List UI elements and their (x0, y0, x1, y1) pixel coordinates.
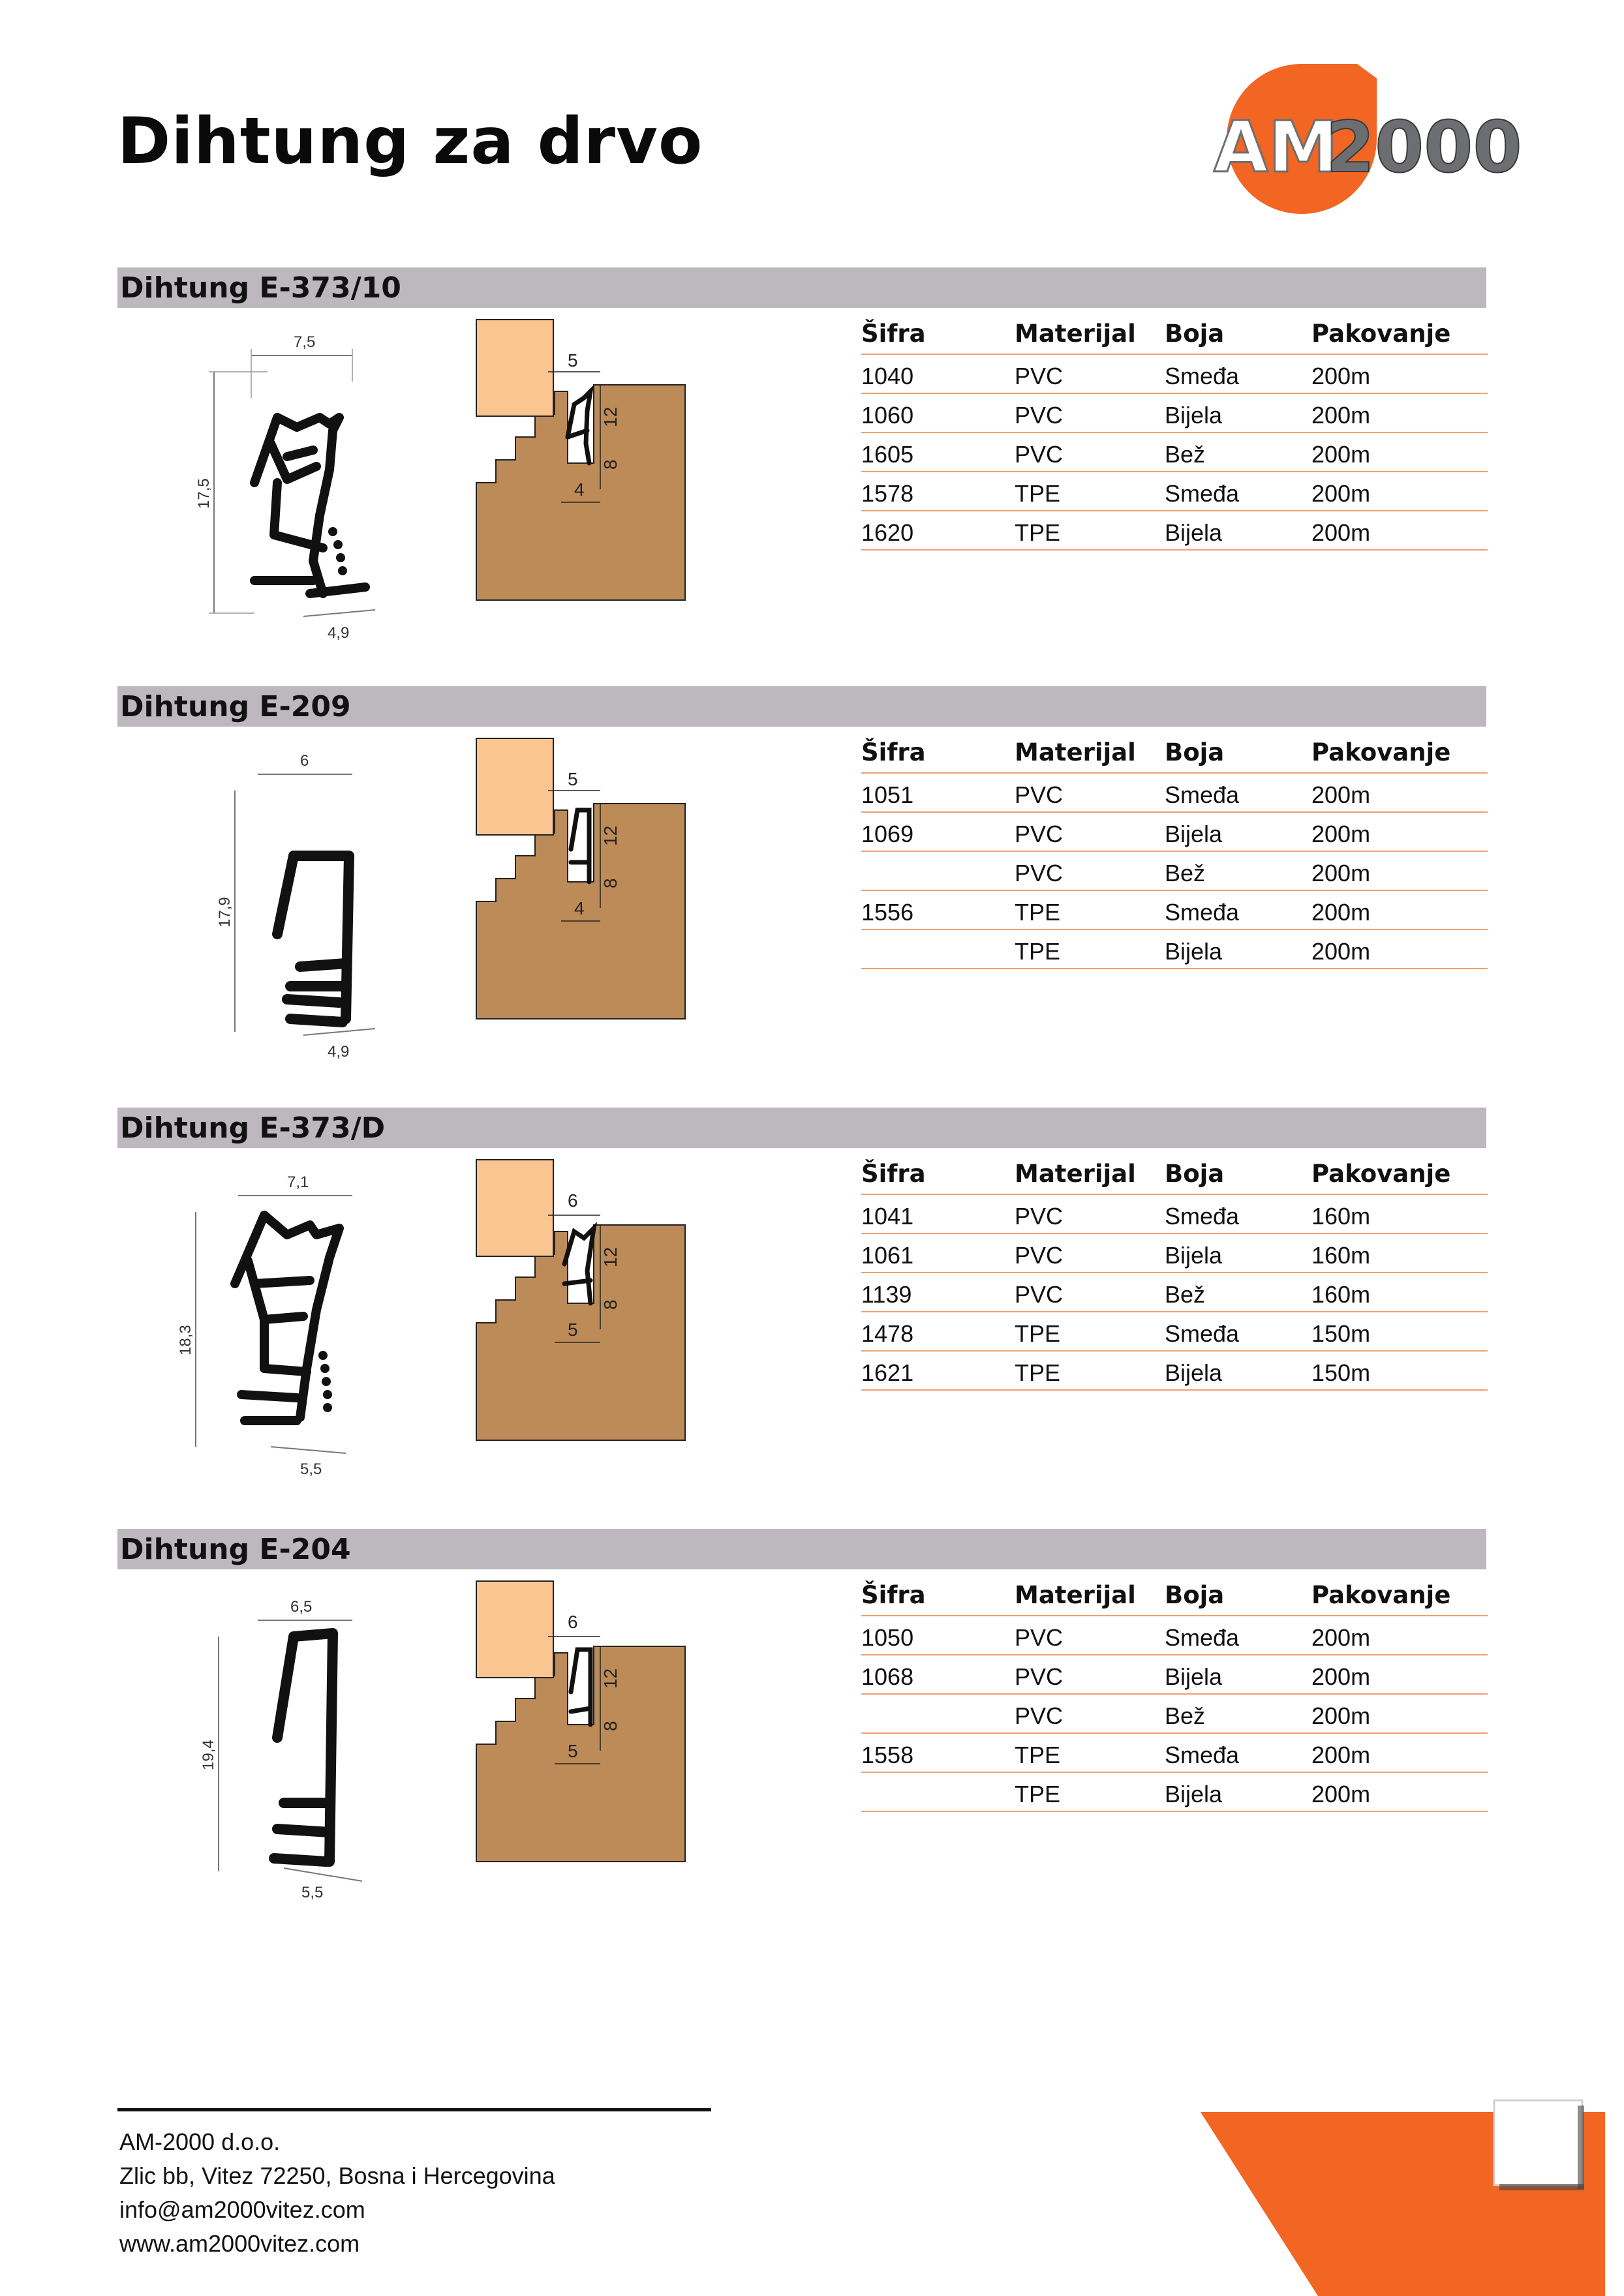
section-header-bar (117, 1529, 1486, 1569)
header-color: Boja (1165, 738, 1225, 766)
seal-profile-shape (254, 417, 365, 594)
install-depth-label: 5 (568, 1320, 578, 1340)
table-row: PVC Bež 200m (861, 1695, 1488, 1734)
am2000-logo (1174, 64, 1527, 214)
install-gap-label: 5 (568, 769, 578, 789)
dim-base-label: 4,9 (328, 1043, 350, 1061)
installation-diagram (470, 732, 711, 1019)
table-row: 1620 TPE Bijela 200m (861, 511, 1488, 551)
header-color: Boja (1165, 1581, 1225, 1609)
spec-table-header (861, 732, 1488, 774)
seal-in-frame (571, 810, 589, 882)
table-row: 1478 TPE Smeđa 150m (861, 1312, 1488, 1352)
corner-decoration (1201, 2100, 1624, 2296)
spec-table-header (861, 1153, 1488, 1195)
installation-diagram (470, 313, 711, 600)
table-row: PVC Bež 200m (861, 852, 1488, 891)
dim-base-label: 5,5 (301, 1884, 324, 1901)
install-depth-label: 4 (574, 898, 585, 918)
seal-profile-shape (274, 1633, 333, 1862)
seal-fins (328, 527, 347, 575)
table-row: 1051 PVC Smeđa 200m (861, 774, 1488, 813)
dim-height-label: 17,5 (195, 478, 213, 509)
table-row: 1041 PVC Smeđa 160m (861, 1195, 1488, 1234)
header-material: Materijal (1015, 1581, 1136, 1609)
dim-height-label: 17,9 (216, 897, 234, 928)
logo-2000-text: 2000 (1326, 107, 1522, 189)
footer-email[interactable]: info@am2000vitez.com (119, 2196, 365, 2223)
install-12-label: 12 (600, 825, 620, 846)
dim-width-label: 6 (300, 752, 309, 770)
header-packaging: Pakovanje (1311, 1581, 1451, 1609)
install-depth-label: 4 (574, 479, 585, 500)
seal-in-frame (571, 1650, 590, 1725)
section-title: Dihtung E-204 (120, 1533, 351, 1566)
install-12-label: 12 (600, 406, 620, 427)
product-section-e209 (117, 686, 1486, 1078)
header-packaging: Pakovanje (1311, 1160, 1451, 1188)
header-code: Šifra (861, 738, 926, 766)
section-header-bar (117, 686, 1486, 727)
header-color: Boja (1165, 1160, 1225, 1188)
spec-table (861, 1575, 1488, 1812)
table-row: 1558 TPE Smeđa 200m (861, 1734, 1488, 1773)
spec-table (861, 1153, 1488, 1391)
table-row: 1050 PVC Smeđa 200m (861, 1616, 1488, 1655)
page-title: Dihtung za drvo (117, 104, 703, 179)
footer-address: Zlic bb, Vitez 72250, Bosna i Hercegovina (119, 2162, 555, 2189)
product-section-e373-10 (117, 267, 1486, 659)
table-row: 1069 PVC Bijela 200m (861, 813, 1488, 852)
installation-diagram (470, 1575, 711, 1862)
footer-divider (117, 2108, 711, 2111)
logo-am-text: AM (1214, 107, 1339, 189)
install-12-label: 12 (600, 1668, 620, 1689)
header-color: Boja (1165, 320, 1225, 348)
white-square-icon (1494, 2100, 1582, 2185)
seal-profile-shape (277, 856, 349, 1022)
header-code: Šifra (861, 320, 926, 348)
header-material: Materijal (1015, 738, 1136, 766)
table-row: TPE Bijela 200m (861, 930, 1488, 969)
install-gap-label: 6 (568, 1190, 578, 1211)
section-title: Dihtung E-373/10 (120, 271, 401, 305)
profile-drawing (157, 738, 470, 1061)
spec-table-header (861, 1575, 1488, 1616)
seal-profile-shape (235, 1215, 339, 1421)
table-row: 1605 PVC Bež 200m (861, 433, 1488, 472)
table-row: 1040 PVC Smeđa 200m (861, 355, 1488, 394)
dim-base-label: 5,5 (300, 1460, 322, 1478)
table-row: 1578 TPE Smeđa 200m (861, 472, 1488, 511)
spec-table (861, 732, 1488, 969)
installation-diagram (470, 1153, 711, 1440)
table-row: 1060 PVC Bijela 200m (861, 394, 1488, 433)
header-material: Materijal (1015, 320, 1136, 348)
seal-in-frame (564, 1228, 594, 1303)
table-row: 1061 PVC Bijela 160m (861, 1234, 1488, 1273)
table-row: 1068 PVC Bijela 200m (861, 1655, 1488, 1695)
install-8-label: 8 (600, 459, 620, 470)
install-8-label: 8 (600, 1721, 620, 1731)
section-title: Dihtung E-373/D (120, 1111, 386, 1145)
header-material: Materijal (1015, 1160, 1136, 1188)
install-12-label: 12 (600, 1246, 620, 1267)
install-8-label: 8 (600, 1299, 620, 1310)
footer-contact (119, 2125, 555, 2261)
install-depth-label: 5 (568, 1741, 578, 1761)
table-row: 1556 TPE Smeđa 200m (861, 891, 1488, 930)
dim-height-label: 18,3 (177, 1325, 194, 1355)
section-title: Dihtung E-209 (120, 690, 351, 723)
dim-height-label: 19,4 (200, 1740, 217, 1770)
profile-drawing (157, 320, 470, 642)
seal-fins (318, 1351, 332, 1412)
dim-base-label: 4,9 (328, 624, 350, 642)
table-row: 1621 TPE Bijela 150m (861, 1352, 1488, 1391)
install-8-label: 8 (600, 878, 620, 888)
footer-company: AM-2000 d.o.o. (119, 2128, 281, 2155)
table-row: 1139 PVC Bež 160m (861, 1273, 1488, 1312)
product-section-e204 (117, 1529, 1486, 1920)
section-header-bar (117, 1108, 1486, 1148)
spec-table (861, 313, 1488, 551)
header-packaging: Pakovanje (1311, 738, 1451, 766)
table-row: TPE Bijela 200m (861, 1773, 1488, 1812)
header-code: Šifra (861, 1160, 926, 1188)
install-gap-label: 5 (568, 350, 578, 370)
header-code: Šifra (861, 1581, 926, 1609)
header-packaging: Pakovanje (1311, 320, 1451, 348)
profile-drawing (157, 1581, 470, 1901)
dim-width-label: 7,1 (287, 1173, 309, 1191)
dim-width-label: 6,5 (290, 1598, 313, 1616)
footer-website[interactable]: www.am2000vitez.com (119, 2230, 360, 2257)
spec-table-header (861, 313, 1488, 355)
profile-drawing (157, 1160, 470, 1478)
section-header-bar (117, 267, 1486, 308)
product-section-e373-d (117, 1108, 1486, 1499)
seal-in-frame (568, 391, 590, 463)
install-gap-label: 6 (568, 1612, 578, 1632)
dim-width-label: 7,5 (294, 333, 316, 351)
